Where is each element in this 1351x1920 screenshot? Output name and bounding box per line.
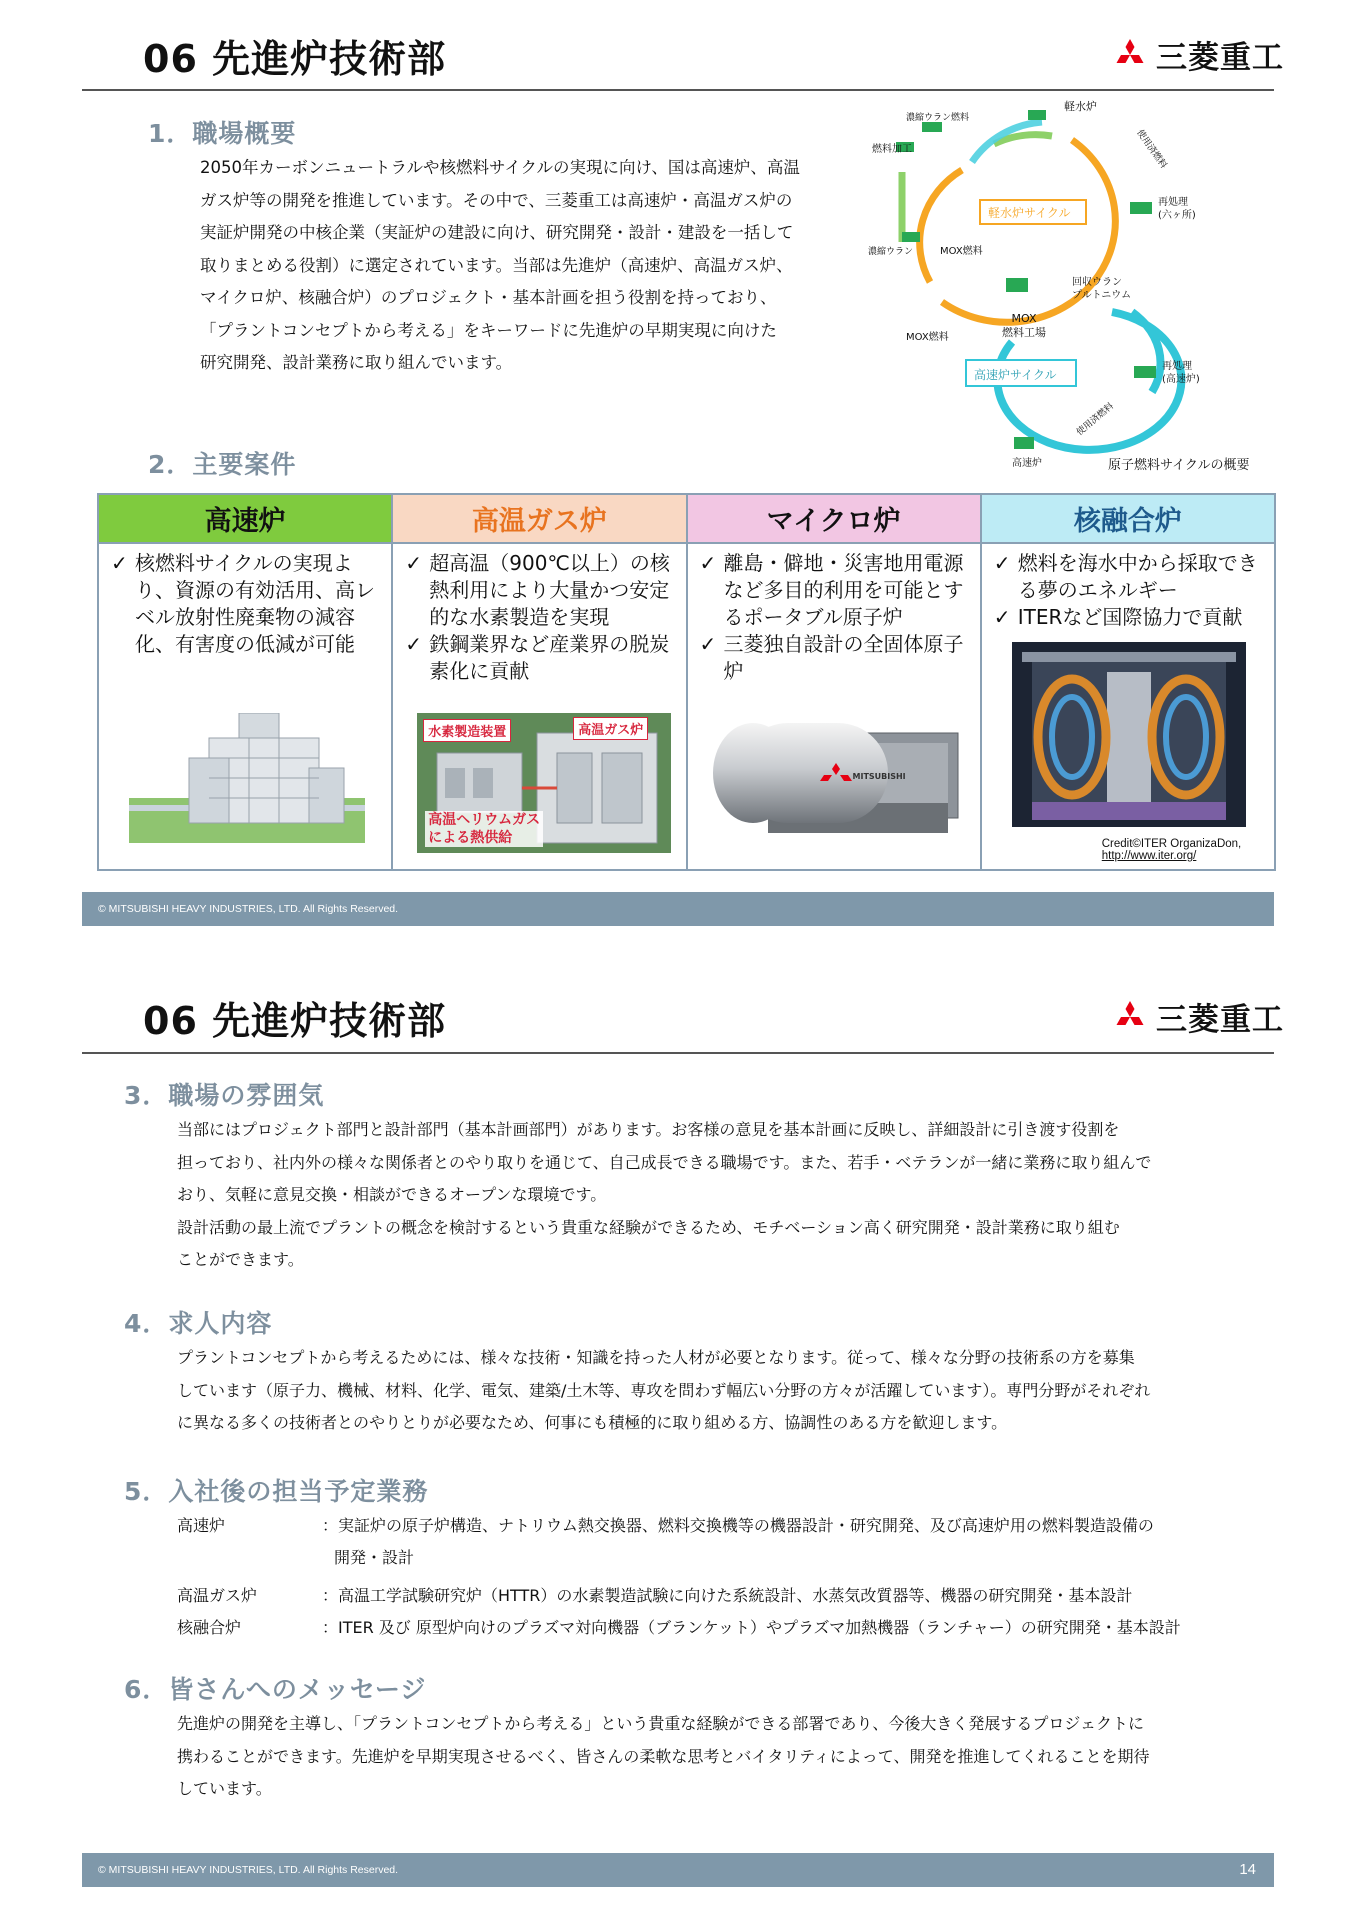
logo-text: 三菱重工	[1156, 1002, 1284, 1038]
htgr-label-heat: 高温ヘリウムガス による熱供給	[425, 811, 543, 847]
iter-tokamak-image	[1012, 642, 1246, 827]
text-line: 実証炉開発の中核企業（実証炉の建設に向け、研究開発・設計・建設を一括して	[200, 223, 794, 242]
company-logo	[1112, 32, 1284, 77]
project-header: マイクロ炉	[688, 495, 980, 544]
text-line: ガス炉等の開発を推進しています。その中で、三菱重工は高速炉・高温ガス炉の	[200, 190, 793, 210]
cycle-label-mox-fuel-1: MOX燃料	[940, 246, 983, 257]
mitsubishi-logo-icon	[1112, 1000, 1148, 1034]
job-row-fusion	[177, 1612, 1257, 1644]
section-6-heading: 6．皆さんへのメッセージ	[124, 1675, 427, 1704]
text-line: プラントコンセプトから考えるためには、様々な技術・知識を持った人材が必要となります。従って、様々な分野の技術系の方を募集	[177, 1348, 1135, 1367]
project-points	[982, 544, 1274, 631]
header-rule	[82, 89, 1274, 91]
section-4-body	[177, 1342, 1237, 1440]
project-micro-reactor	[688, 495, 982, 869]
fuel-cycle-graphic	[862, 92, 1242, 474]
section-1-body	[200, 152, 840, 380]
iter-credit-text: Credit©ITER OrganizaDon,	[1101, 838, 1242, 850]
cycle-label-spent-fuel-1: 使用済燃料	[1134, 128, 1169, 171]
cycle-label-lwr: 軽水炉	[1064, 100, 1097, 113]
cycle-label-lwr-cycle: 軽水炉サイクル	[988, 206, 1071, 220]
project-point: ✓ 超高温（900℃以上）の核熱利用により大量かつ安定的な水素製造を実現	[405, 550, 677, 631]
job-text-continued: 開発・設計	[334, 1548, 415, 1567]
project-points	[99, 544, 391, 658]
section-1-heading: 1．職場概要	[148, 119, 297, 148]
job-duties-list	[177, 1510, 1257, 1644]
micro-reactor-image	[698, 703, 968, 853]
htgr-label-hydrogen: 水素製造装置	[423, 719, 511, 742]
page-number: 14	[1239, 1861, 1256, 1878]
project-fusion-reactor	[982, 495, 1274, 869]
cycle-label-fr-cycle: 高速炉サイクル	[974, 368, 1057, 382]
htgr-plant-image	[417, 713, 671, 853]
project-header: 高温ガス炉	[393, 495, 685, 544]
section-3-heading: 3．職場の雰囲気	[124, 1081, 325, 1110]
mitsubishi-logo-icon	[1112, 38, 1148, 72]
text-line: 当部にはプロジェクト部門と設計部門（基本計画部門）があります。お客様の意見を基本計画に反映し、詳細設計に引き渡す役割を	[177, 1120, 1120, 1139]
text-line: しています。	[177, 1779, 272, 1798]
job-text: ：ITER 及び 原型炉向けのプラズマ対向機器（ブランケット）やプラズマ加熱機器（ランチャー）の研究開発・基本設計	[322, 1618, 1181, 1637]
cycle-label-fast-reactor: 高速炉	[1012, 458, 1042, 469]
micro-reactor-brand: MITSUBISHI	[852, 772, 906, 781]
text-line: マイクロ炉、核融合炉）のプロジェクト・基本計画を担う役割を持っており、	[200, 288, 777, 307]
job-label: 核融合炉	[177, 1618, 242, 1637]
htgr-label-reactor: 高温ガス炉	[573, 717, 648, 740]
text-line: 研究開発、設計業務に取り組んでいます。	[200, 353, 513, 372]
text-line: 担っており、社内外の様々な関係者とのやり取りを通じて、自己成長できる職場です。また、若手・ベテランが一緒に業務に取り組んで	[177, 1152, 1152, 1172]
iter-credit	[1102, 838, 1242, 862]
job-text: ：実証炉の原子炉構造、ナトリウム熱交換器、燃料交換機等の機器設計・研究開発、及び高速炉用の燃料製造設備の	[322, 1516, 1154, 1535]
job-label: 高速炉	[177, 1516, 226, 1535]
text-line: 先進炉の開発を主導し、「プラントコンセプトから考える」という貴重な経験ができる部署であり、今後大きく発展するプロジェクトに	[177, 1714, 1145, 1733]
project-point: ✓ 鉄鋼業界など産業界の脱炭素化に貢献	[405, 631, 677, 685]
project-header: 高速炉	[99, 495, 391, 544]
section-5-heading: 5．入社後の担当予定業務	[124, 1477, 429, 1506]
project-point: ✓ 核燃料サイクルの実現より、資源の有効活用、高レベル放射性廃棄物の減容化、有害度の低減が可能	[111, 550, 383, 658]
project-fast-reactor	[99, 495, 393, 869]
page-title: 06 先進炉技術部	[143, 37, 447, 81]
page-1-footer	[82, 892, 1274, 926]
copyright-text: © MITSUBISHI HEAVY INDUSTRIES, LTD. All Rights Reserved.	[98, 903, 399, 915]
cycle-label-mox-plant: MOX 燃料工場	[1002, 312, 1046, 339]
fuel-cycle-caption: 原子燃料サイクルの概要	[1108, 458, 1250, 473]
project-point: ✓ 三菱独自設計の全固体原子炉	[700, 631, 972, 685]
text-line: 設計活動の最上流でプラントの概念を検討するという貴重な経験ができるため、モチベーション高く研究開発・設計業務に取り組む	[177, 1217, 1120, 1237]
project-point: ✓ ITERなど国際協力で貢献	[994, 604, 1266, 631]
cycle-label-recovered: 回収ウラン プルトニウム	[1072, 277, 1132, 301]
section-3-body	[177, 1114, 1237, 1277]
page-2-footer	[82, 1853, 1274, 1887]
project-header: 核融合炉	[982, 495, 1274, 544]
job-row-fast-reactor	[177, 1510, 1257, 1542]
section-2-heading: 2．主要案件	[148, 450, 297, 479]
cycle-label-fabrication: 燃料加工	[872, 144, 912, 155]
text-line: 携わることができます。先進炉を早期実現させるべく、皆さんの柔軟な思考とバイタリティによって、開発を推進してくれることを期待	[177, 1746, 1150, 1766]
job-row-fast-reactor-cont	[177, 1542, 1257, 1574]
text-line: 取りまとめる役割）に選定されています。当部は先進炉（高速炉、高温ガス炉、	[200, 255, 793, 275]
text-line: おり、気軽に意見交換・相談ができるオープンな環境です。	[177, 1185, 607, 1204]
cycle-label-mox-fuel-2: MOX燃料	[906, 332, 949, 343]
cycle-label-enriched-fuel: 濃縮ウラン燃料	[906, 113, 970, 123]
text-line: ことができます。	[177, 1250, 304, 1269]
job-label: 高温ガス炉	[177, 1586, 258, 1605]
iter-credit-link[interactable]: http://www.iter.org/	[1101, 850, 1197, 862]
project-points	[688, 544, 980, 685]
fast-reactor-plant-image	[129, 713, 365, 843]
job-text: ：高温工学試験研究炉（HTTR）の水素製造試験に向けた系統設計、水蒸気改質器等、機器の研究開発・基本設計	[322, 1586, 1133, 1605]
fuel-cycle-diagram	[862, 92, 1242, 474]
page-title: 06 先進炉技術部	[143, 999, 447, 1043]
project-htgr	[393, 495, 687, 869]
cycle-label-enriched-uranium: 濃縮ウラン	[868, 247, 914, 257]
project-point: ✓ 燃料を海水中から採取できる夢のエネルギー	[994, 550, 1266, 604]
company-logo	[1112, 994, 1284, 1039]
project-points	[393, 544, 685, 685]
cycle-label-reprocessing-2: 再処理 (高速炉)	[1162, 361, 1200, 385]
cycle-label-reprocessing-1: 再処理 (六ヶ所)	[1158, 197, 1196, 221]
section-6-body	[177, 1708, 1252, 1806]
projects-table	[97, 493, 1276, 871]
section-4-heading: 4．求人内容	[124, 1309, 273, 1338]
cycle-label-spent-fuel-2: 使用済燃料	[1075, 401, 1116, 438]
text-line: 2050年カーボンニュートラルや核燃料サイクルの実現に向け、国は高速炉、高温	[200, 158, 800, 177]
logo-text: 三菱重工	[1156, 40, 1284, 76]
text-line: に異なる多くの技術者とのやりとりが必要なため、何事にも積極的に取り組める方、協調性のある方を歓迎します。	[177, 1413, 1008, 1432]
text-line: しています（原子力、機械、材料、化学、電気、建築/土木等、専攻を問わず幅広い分野の方々が活躍しています）。専門分野がそれぞれ	[177, 1380, 1151, 1400]
text-line: 「プラントコンセプトから考える」をキーワードに先進炉の早期実現に向けた	[200, 320, 777, 340]
job-row-htgr	[177, 1580, 1257, 1612]
header-rule	[82, 1052, 1274, 1054]
project-point: ✓ 離島・僻地・災害地用電源など多目的利用を可能とするポータブル原子炉	[700, 550, 972, 631]
copyright-text: © MITSUBISHI HEAVY INDUSTRIES, LTD. All Rights Reserved.	[98, 1864, 399, 1876]
